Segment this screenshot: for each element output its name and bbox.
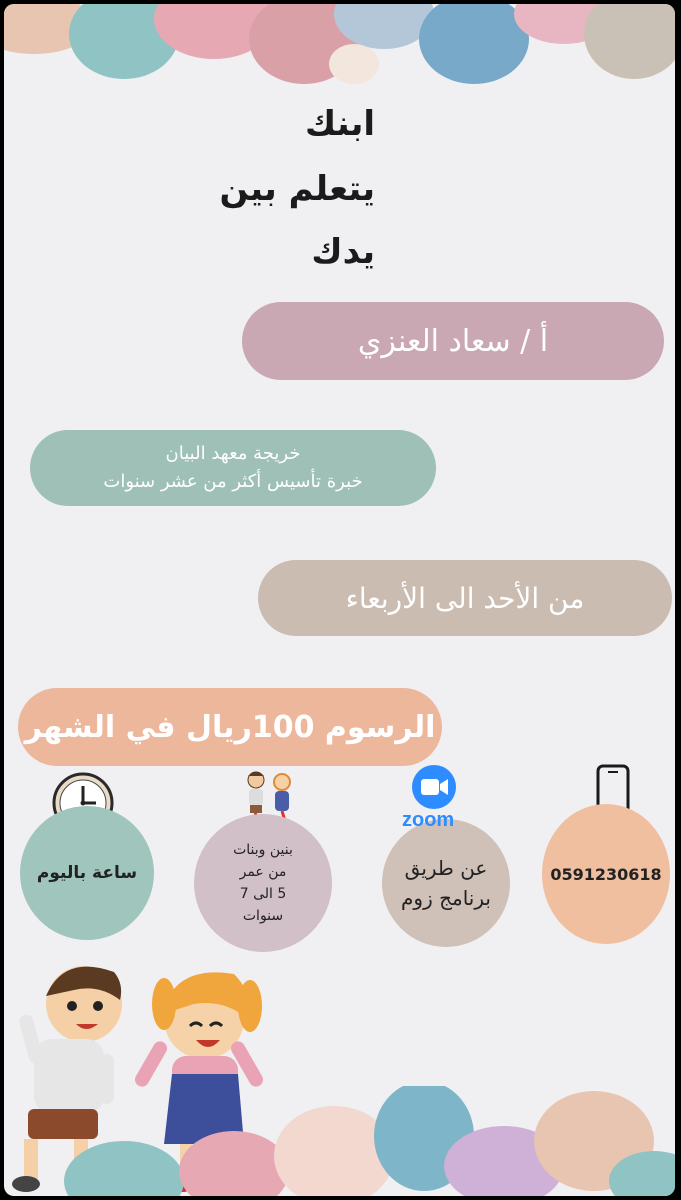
phone-number: 0591230618 — [550, 864, 662, 884]
credential-experience: خبرة تأسيس أكثر من عشر سنوات — [103, 471, 363, 492]
age-line-4: سنوات — [242, 908, 284, 924]
bottom-brush-decoration — [4, 1086, 675, 1196]
platform-line-1: عن طريق — [404, 856, 488, 880]
schedule-pill — [258, 560, 672, 636]
headline-line-1: ابنك — [305, 104, 375, 144]
age-line-1: بنين وبنات — [233, 842, 293, 858]
teacher-name: أ / سعاد العنزي — [357, 323, 549, 359]
teacher-name-pill — [242, 302, 664, 380]
age-line-3: 5 الى 7 — [239, 886, 287, 902]
fee-pill — [18, 688, 442, 766]
duration-text: ساعة باليوم — [36, 863, 138, 883]
credentials-pill — [30, 430, 436, 506]
age-circle — [194, 814, 332, 952]
phone-circle — [542, 804, 670, 944]
headline-line-2: يتعلم بين — [219, 169, 375, 209]
flyer — [4, 4, 675, 1196]
age-line-2: من عمر — [239, 864, 287, 880]
headline-line-3: يدك — [311, 232, 375, 272]
top-brush-decoration — [4, 4, 675, 99]
zoom-logo: zoom — [402, 809, 455, 831]
duration-circle — [20, 806, 154, 940]
schedule-days: من الأحد الى الأربعاء — [345, 581, 585, 615]
fee-text: الرسوم 100ريال في الشهر — [24, 709, 436, 745]
zoom-camera-icon — [411, 764, 457, 810]
platform-circle — [382, 809, 510, 947]
platform-line-2: برنامج زوم — [401, 886, 491, 910]
credential-graduate: خريجة معهد البيان — [165, 443, 301, 464]
